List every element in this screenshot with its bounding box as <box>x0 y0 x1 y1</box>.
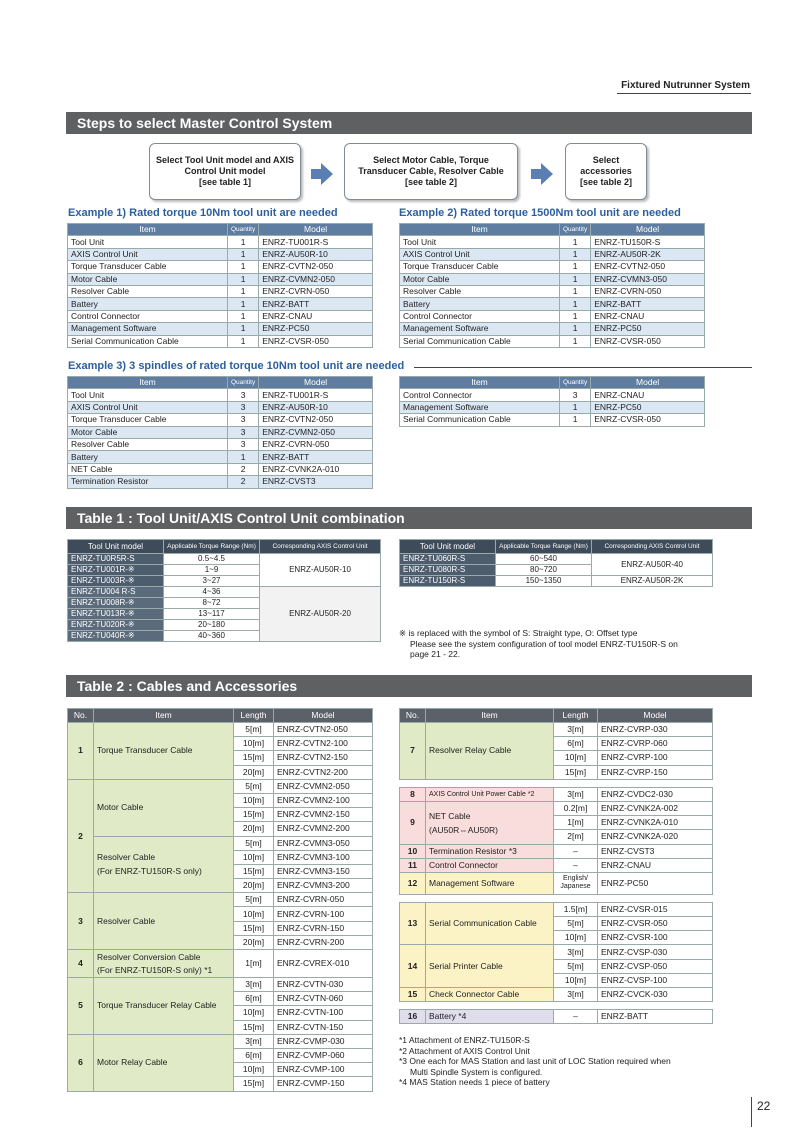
table-row: 15[m] ENRZ-CVMN2-150 <box>68 808 373 822</box>
table-row: 20[m] ENRZ-CVRN-200 <box>68 935 373 949</box>
table-row: ENRZ-TU008R-※ 8~72 <box>68 598 381 609</box>
table-row: 10[m] ENRZ-CVTN2-100 <box>68 737 373 751</box>
col-item: Item <box>426 709 554 723</box>
table-row: Motor Cable 1 ENRZ-CVMN3-050 <box>400 273 705 285</box>
table-row: 15[m] ENRZ-CVMN3-150 <box>68 864 373 878</box>
col-item: Item <box>400 377 560 389</box>
table-row: 3 Resolver Cable 5[m] ENRZ-CVRN-050 <box>68 893 373 907</box>
col-quantity: Quantity <box>560 224 591 236</box>
example1-title: Example 1) Rated torque 10Nm tool unit are needed <box>68 207 338 219</box>
col-length: Length <box>554 709 598 723</box>
table1-section-title: Table 1 : Tool Unit/AXIS Control Unit combination <box>66 507 752 529</box>
table-row: Termination Resistor 2 ENRZ-CVST3 <box>68 476 373 488</box>
col-axis-unit: Corresponding AXIS Control Unit <box>592 540 713 554</box>
table-row: ENRZ-TU013R-※ 13~117 <box>68 609 381 620</box>
col-item: Item <box>68 377 228 389</box>
table-row: 10[m] ENRZ-CVMP-100 <box>68 1063 373 1077</box>
col-item: Item <box>400 224 560 236</box>
col-item: Item <box>94 709 234 723</box>
col-tool-unit-model: Tool Unit model <box>400 540 496 554</box>
table-row: ENRZ-TU020R-※ 20~180 <box>68 620 381 631</box>
table-row: ENRZ-TU003R-※ 3~27 <box>68 576 381 587</box>
table1-left <box>67 539 381 642</box>
table-row: 11 Control Connector – ENRZ-CNAU <box>400 858 713 872</box>
table1-note: ※ is replaced with the symbol of S: Straight type, O: Offset type Please see the system configuration of tool model ENRZ-TU150R-S on page 21 - 22. <box>399 628 678 659</box>
table-row: Resolver Cable 1 ENRZ-CVRN-050 <box>400 285 705 297</box>
step-box-1: Select Tool Unit model and AXIS Control Unit model [see table 1] <box>149 143 301 200</box>
table-row: ENRZ-TU060R-S 60~540 ENRZ-AU50R-40 <box>400 554 713 565</box>
table-row: 15[m] ENRZ-CVTN-150 <box>68 1020 373 1034</box>
table-row: 8 AXIS Control Unit Power Cable *2 3[m] ENRZ-CVDC2-030 <box>400 787 713 801</box>
table-row: AXIS Control Unit 1 ENRZ-AU50R-2K <box>400 248 705 260</box>
table-row: ENRZ-TU0R5R-S 0.5~4.5 ENRZ-AU50R-10 <box>68 554 381 565</box>
col-model: Model <box>259 224 373 236</box>
table-row: 5[m] ENRZ-CVSR-050 <box>400 917 713 931</box>
table1-right <box>399 539 713 587</box>
table-row: 2[m] ENRZ-CVNK2A-020 <box>400 830 713 844</box>
example3-title: Example 3) 3 spindles of rated torque 10Nm tool unit are needed <box>68 360 405 372</box>
table-row: 15[m] ENRZ-CVMP-150 <box>68 1077 373 1091</box>
example2-table <box>399 223 705 348</box>
spacer <box>400 1002 713 1010</box>
table-row: 6 Motor Relay Cable 3[m] ENRZ-CVMP-030 <box>68 1034 373 1048</box>
col-torque-range: Applicable Torque Range (Nm) <box>164 540 260 554</box>
col-quantity: Quantity <box>228 377 259 389</box>
table-row: 10 Termination Resistor *3 – ENRZ-CVST3 <box>400 844 713 858</box>
col-torque-range: Applicable Torque Range (Nm) <box>496 540 592 554</box>
table-row: 13 Serial Communication Cable 1.5[m] ENRZ-CVSR-015 <box>400 902 713 916</box>
example2-title: Example 2) Rated torque 1500Nm tool unit are needed <box>399 207 681 219</box>
table-row: Battery 1 ENRZ-BATT <box>400 298 705 310</box>
table-row: AXIS Control Unit 1 ENRZ-AU50R-10 <box>68 248 373 260</box>
col-length: Length <box>234 709 274 723</box>
table-row: Resolver Cable 3 ENRZ-CVRN-050 <box>68 438 373 450</box>
table-row: 15[m] ENRZ-CVTN2-150 <box>68 751 373 765</box>
table-row: 2 Motor Cable 5[m] ENRZ-CVMN2-050 <box>68 779 373 793</box>
col-quantity: Quantity <box>560 377 591 389</box>
table-row: 6[m] ENRZ-CVMP-060 <box>68 1048 373 1062</box>
table-row: 10[m] ENRZ-CVMN3-100 <box>68 850 373 864</box>
page-number: 22 <box>757 1099 771 1113</box>
table-row: Management Software 1 ENRZ-PC50 <box>68 323 373 335</box>
table-row: 1 Torque Transducer Cable 5[m] ENRZ-CVTN2-050 <box>68 723 373 737</box>
table-row: 10[m] ENRZ-CVTN-100 <box>68 1006 373 1020</box>
col-no: No. <box>68 709 94 723</box>
table-row: 5[m] ENRZ-CVSP-050 <box>400 959 713 973</box>
table-row: Torque Transducer Cable 1 ENRZ-CVTN2-050 <box>68 261 373 273</box>
table-row: 10[m] ENRZ-CVSP-100 <box>400 973 713 987</box>
table-row: 15[m] ENRZ-CVRP-150 <box>400 765 713 779</box>
table-row: AXIS Control Unit 3 ENRZ-AU50R-10 <box>68 401 373 413</box>
table2-right <box>399 708 713 1024</box>
table-row: 10[m] ENRZ-CVRP-100 <box>400 751 713 765</box>
example3-table-b <box>399 376 705 427</box>
table-row: 10[m] ENRZ-CVMN2-100 <box>68 793 373 807</box>
table-row: Control Connector 3 ENRZ-CNAU <box>400 389 705 401</box>
table-row: ENRZ-TU040R-※ 40~360 <box>68 631 381 642</box>
table-row: ENRZ-TU001R-※ 1~9 <box>68 565 381 576</box>
table-row: 15 Check Connector Cable 3[m] ENRZ-CVCK-030 <box>400 988 713 1002</box>
col-model: Model <box>591 224 705 236</box>
table-row: Tool Unit 1 ENRZ-TU150R-S <box>400 236 705 248</box>
table-row: Tool Unit 1 ENRZ-TU001R-S <box>68 236 373 248</box>
table-row: Battery 1 ENRZ-BATT <box>68 298 373 310</box>
col-axis-unit: Corresponding AXIS Control Unit <box>260 540 381 554</box>
table-row: 14 Serial Printer Cable 3[m] ENRZ-CVSP-030 <box>400 945 713 959</box>
table-row: Torque Transducer Cable 3 ENRZ-CVTN2-050 <box>68 414 373 426</box>
col-model: Model <box>598 709 713 723</box>
col-item: Item <box>68 224 228 236</box>
step-box-2: Select Motor Cable, Torque Transducer Cable, Resolver Cable [see table 2] <box>344 143 518 200</box>
table-row: Serial Communication Cable 1 ENRZ-CVSR-050 <box>400 414 705 426</box>
table-row: 10[m] ENRZ-CVRN-100 <box>68 907 373 921</box>
table-row: 1[m] ENRZ-CVNK2A-010 <box>400 816 713 830</box>
table-row: 20[m] ENRZ-CVMN2-200 <box>68 822 373 836</box>
table-row: ENRZ-TU004 R-S 4~36 ENRZ-AU50R-20 <box>68 587 381 598</box>
steps-section-title: Steps to select Master Control System <box>66 112 752 134</box>
col-tool-unit-model: Tool Unit model <box>68 540 164 554</box>
table-row: 16 Battery *4 – ENRZ-BATT <box>400 1010 713 1024</box>
table-row: 20[m] ENRZ-CVTN2-200 <box>68 765 373 779</box>
table-row: Control Connector 1 ENRZ-CNAU <box>68 310 373 322</box>
col-quantity: Quantity <box>228 224 259 236</box>
table-row: 9 NET Cable (AU50R⇔AU50R) 0.2[m] ENRZ-CVNK2A-002 <box>400 801 713 815</box>
example3-table-a <box>67 376 373 489</box>
table-row: Motor Cable 1 ENRZ-CVMN2-050 <box>68 273 373 285</box>
col-model: Model <box>274 709 373 723</box>
table-row: 4 Resolver Conversion Cable (For ENRZ-TU150R-S only) *1 1[m] ENRZ-CVREX-010 <box>68 950 373 978</box>
page-number-rule <box>751 1097 752 1127</box>
table2-section-title: Table 2 : Cables and Accessories <box>66 675 752 697</box>
col-no: No. <box>400 709 426 723</box>
col-model: Model <box>591 377 705 389</box>
table-row: Management Software 1 ENRZ-PC50 <box>400 401 705 413</box>
table2-left <box>67 708 373 1092</box>
table-row: Serial Communication Cable 1 ENRZ-CVSR-050 <box>68 335 373 347</box>
table-row: NET Cable 2 ENRZ-CVNK2A-010 <box>68 463 373 475</box>
table-row: ENRZ-TU150R-S 150~1350 ENRZ-AU50R-2K <box>400 576 713 587</box>
table-row: 6[m] ENRZ-CVRP-060 <box>400 737 713 751</box>
table-row: 20[m] ENRZ-CVMN3-200 <box>68 879 373 893</box>
table2-footnotes: *1 Attachment of ENRZ-TU150R-S *2 Attachment of AXIS Control Unit *3 One each for MAS Station and last unit of LOC Station required when Multi Spindle System is configured. *4 MAS Station needs 1 piece of battery <box>399 1035 671 1087</box>
table-row: 12 Management Software English/ Japanese ENRZ-PC50 <box>400 872 713 894</box>
table-row: Battery 1 ENRZ-BATT <box>68 451 373 463</box>
table-row: Motor Cable 3 ENRZ-CVMN2-050 <box>68 426 373 438</box>
table-row: Serial Communication Cable 1 ENRZ-CVSR-050 <box>400 335 705 347</box>
table-row: Tool Unit 3 ENRZ-TU001R-S <box>68 389 373 401</box>
table-row: 6[m] ENRZ-CVTN-060 <box>68 992 373 1006</box>
spacer <box>400 894 713 902</box>
step-arrow-2 <box>541 163 553 185</box>
example3-rule <box>414 367 752 368</box>
document-header-title: Fixtured Nutrunner System <box>621 80 750 91</box>
header-rule <box>617 93 751 94</box>
table-row: Management Software 1 ENRZ-PC50 <box>400 323 705 335</box>
table-row: Control Connector 1 ENRZ-CNAU <box>400 310 705 322</box>
table-row: Resolver Cable 1 ENRZ-CVRN-050 <box>68 285 373 297</box>
table-row: ENRZ-TU080R-S 80~720 <box>400 565 713 576</box>
table-row: 15[m] ENRZ-CVRN-150 <box>68 921 373 935</box>
table-row: 10[m] ENRZ-CVSR-100 <box>400 931 713 945</box>
table-row: Torque Transducer Cable 1 ENRZ-CVTN2-050 <box>400 261 705 273</box>
table-row: 7 Resolver Relay Cable 3[m] ENRZ-CVRP-030 <box>400 723 713 737</box>
col-model: Model <box>259 377 373 389</box>
step-box-3: Select accessories [see table 2] <box>565 143 647 200</box>
step-arrow-1 <box>321 163 333 185</box>
table-row: Resolver Cable (For ENRZ-TU150R-S only) 5[m] ENRZ-CVMN3-050 <box>68 836 373 850</box>
example1-table <box>67 223 373 348</box>
spacer <box>400 779 713 787</box>
table-row: 5 Torque Transducer Relay Cable 3[m] ENRZ-CVTN-030 <box>68 978 373 992</box>
